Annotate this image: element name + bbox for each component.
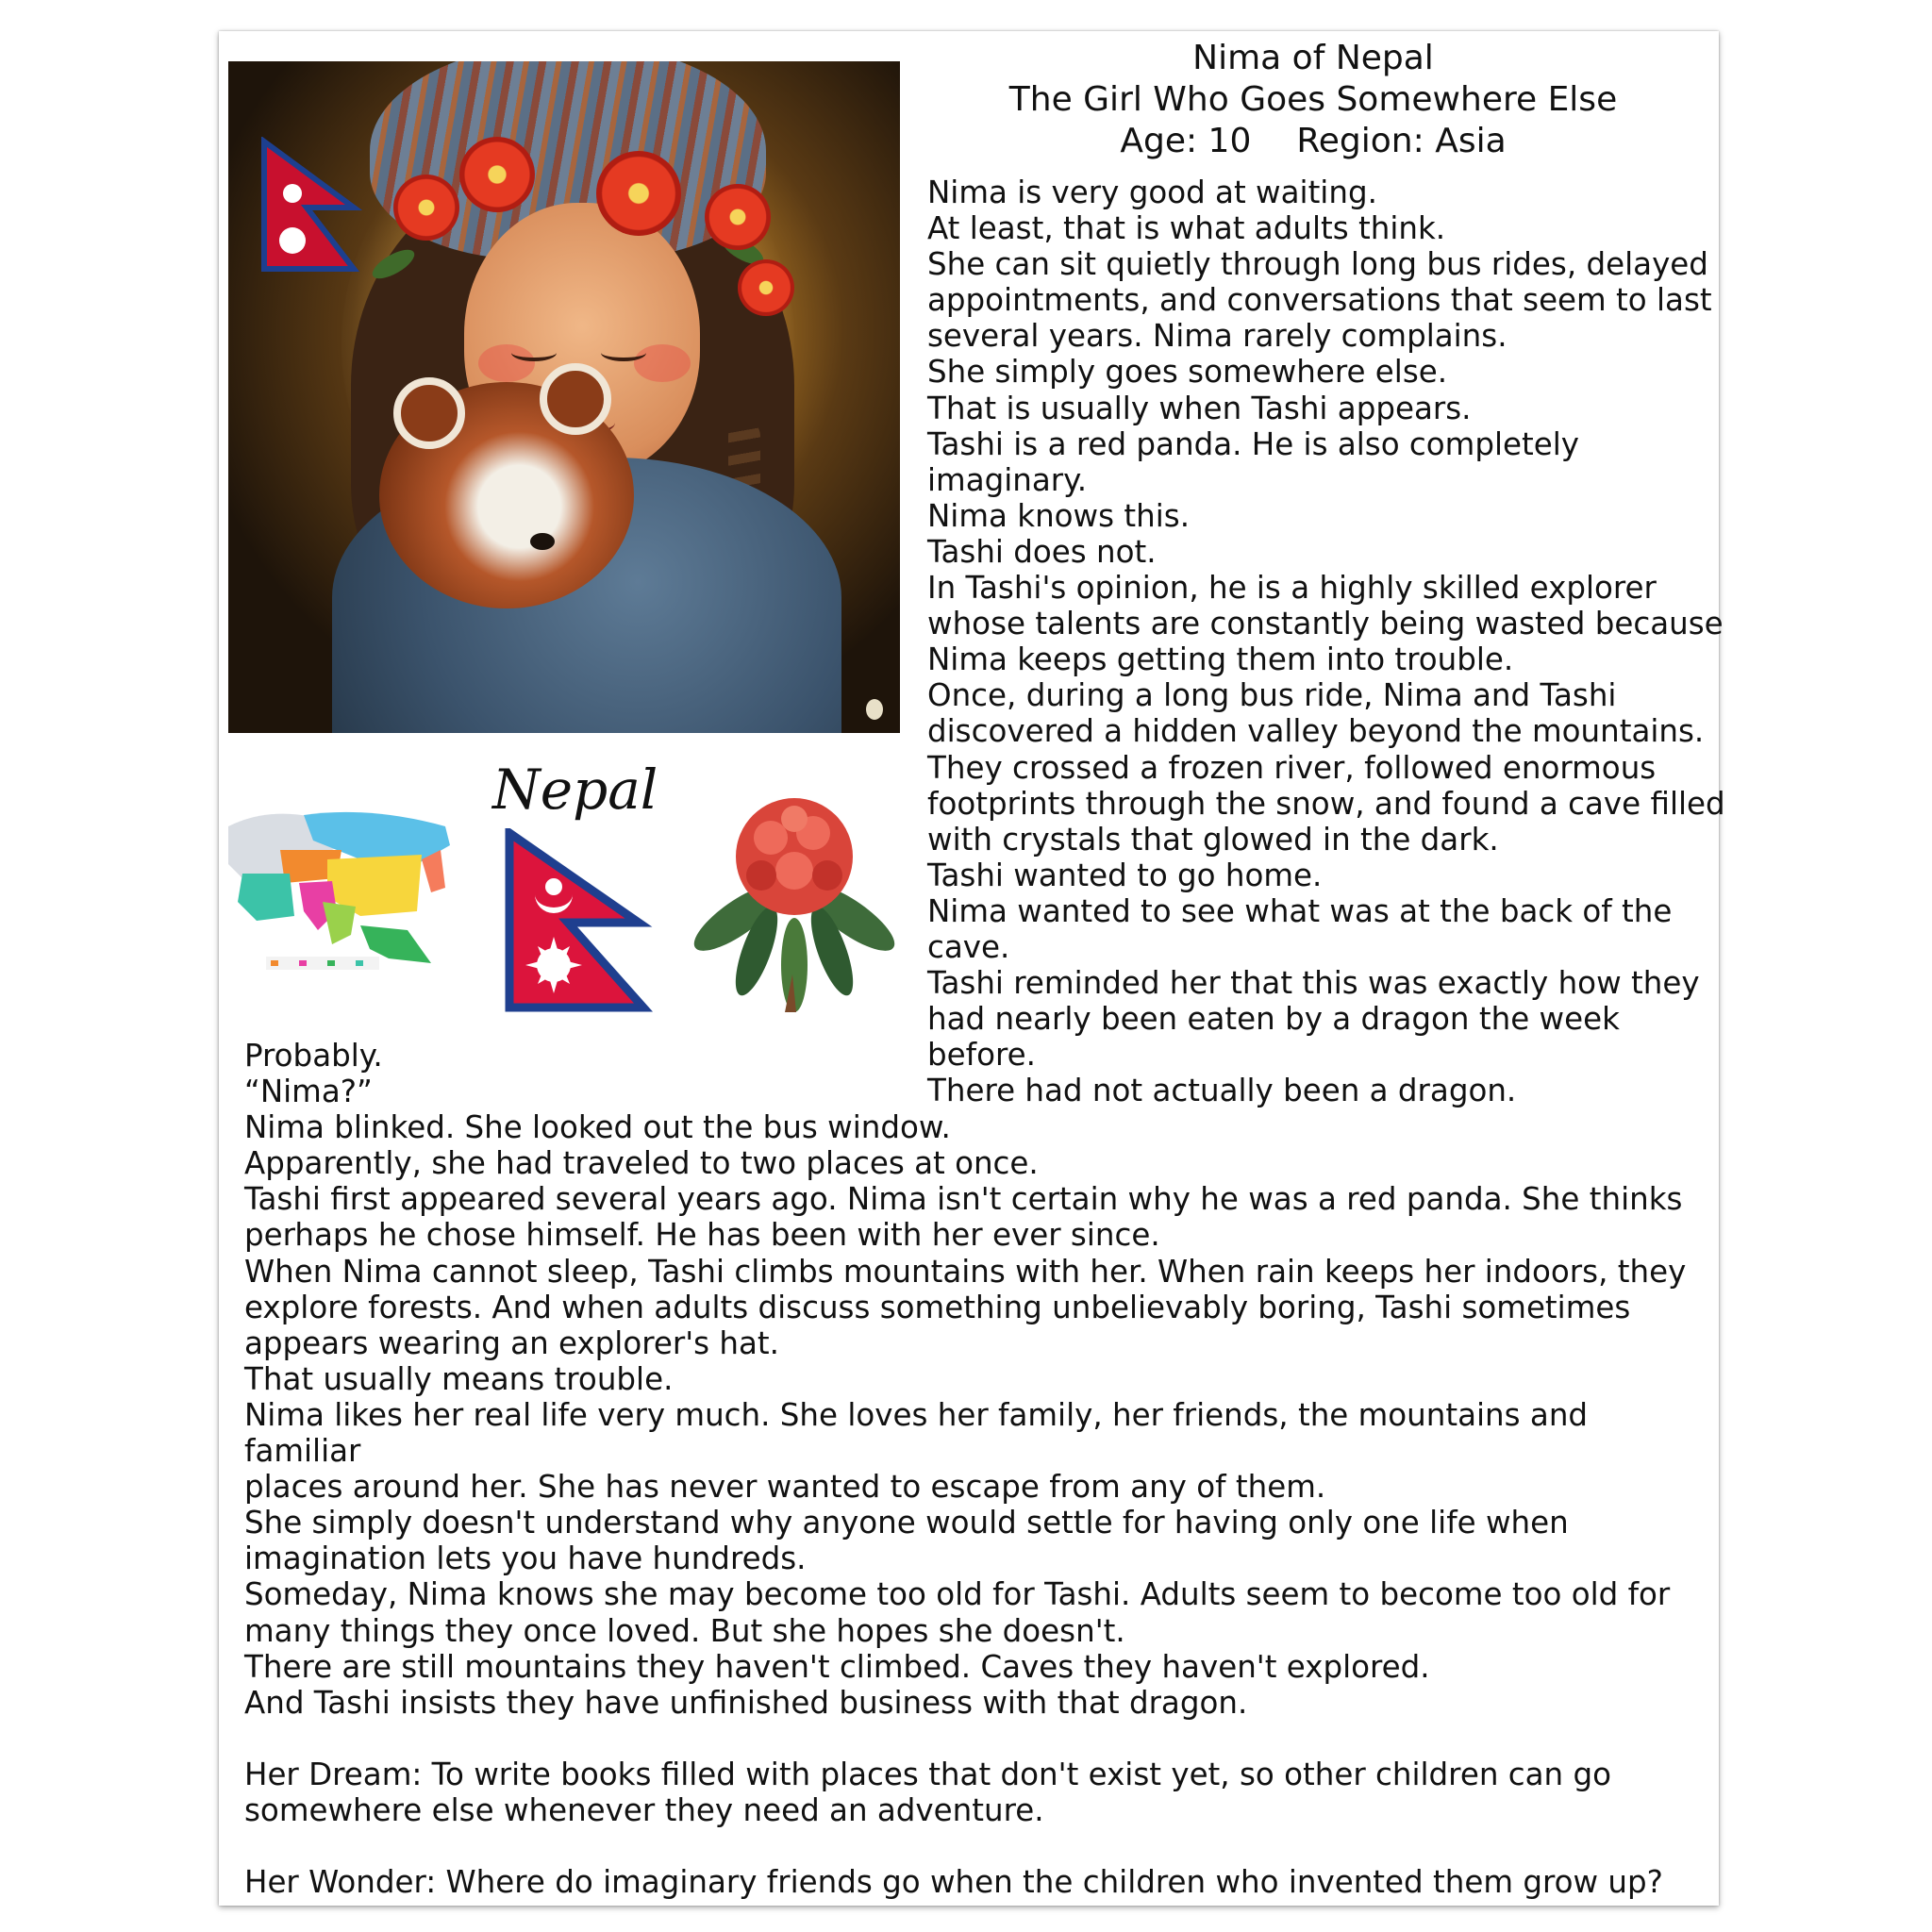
story-line: discovered a hidden valley beyond the mountains. [927, 713, 1705, 750]
story-line: She simply doesn't understand why anyone would settle for having only one life when [244, 1505, 1569, 1541]
story-line: Nima likes her real life very much. She loves her family, her friends, the mountains and familiar [244, 1396, 1598, 1470]
artist-mark-icon [866, 699, 883, 720]
story-line: several years. Nima rarely complains. [927, 318, 1507, 355]
story-line: appointments, and conversations that seem to last [927, 282, 1712, 319]
story-line: She simply goes somewhere else. [927, 354, 1448, 391]
story-line: Apparently, she had traveled to two places at once. [244, 1145, 1039, 1182]
story-line: That is usually when Tashi appears. [927, 390, 1472, 426]
story-line [244, 1828, 1702, 1864]
story-line: There had not actually been a dragon. [927, 1073, 1517, 1109]
story-line: many things they once loved. But she hopes she doesn't. [244, 1612, 1125, 1649]
hero-illustration [228, 61, 900, 733]
age-label: Age: 10 [1120, 122, 1252, 160]
story-line [244, 1721, 1702, 1757]
story-line: That usually means trouble. [244, 1360, 674, 1397]
story-line: Nima is very good at waiting. [927, 175, 1377, 210]
story-line: Someday, Nima knows she may become too old for Tashi. Adults seem to become too old for [244, 1576, 1671, 1613]
story-line: Nima wanted to see what was at the back of the [927, 892, 1673, 929]
age-region-line [908, 121, 1719, 162]
story-line: Nima blinked. She looked out the bus window. [244, 1109, 951, 1146]
story-line: Tashi first appeared several years ago. Nima isn't certain why he was a red panda. She thinks [244, 1181, 1683, 1218]
rhododendron-image [691, 786, 898, 1012]
story-line: Tashi reminded her that this was exactly how they [927, 965, 1700, 1002]
story-line: Probably. [244, 1038, 383, 1074]
story-line: At least, that is what adults think. [927, 210, 1446, 247]
header [908, 38, 1719, 162]
story-line: with crystals that glowed in the dark. [927, 821, 1499, 858]
region-label: Region: Asia [1296, 122, 1507, 160]
story-line: perhaps he chose himself. He has been with her ever since. [244, 1217, 1160, 1254]
story-line: There are still mountains they haven't climbed. Caves they haven't explored. [244, 1648, 1430, 1685]
page-sheet [219, 31, 1725, 1906]
story-line: whose talents are constantly being wasted because [927, 606, 1724, 642]
story-line: cave. [927, 928, 1010, 965]
story-line: And Tashi insists they have unfinished business with that dragon. [244, 1684, 1248, 1721]
story-line: Her Dream: To write books filled with places that don't exist yet, so other children can go [244, 1756, 1611, 1792]
story-line: Nima knows this. [927, 497, 1191, 534]
flag-caption: Nepal [492, 758, 658, 822]
story-line: Tashi does not. [927, 533, 1157, 570]
mini-flag-icon [255, 137, 368, 278]
story-line: explore forests. And when adults discuss something unbelievably boring, Tashi sometimes [244, 1289, 1631, 1325]
story-line: They crossed a frozen river, followed enormous [927, 749, 1657, 786]
page-subtitle: The Girl Who Goes Somewhere Else [1008, 80, 1618, 119]
story-line: Tashi is a red panda. He is also completely imaginary. [927, 425, 1590, 498]
story-line: had nearly been eaten by a dragon the week before. [927, 1001, 1630, 1074]
nepal-flag-image [502, 828, 653, 1017]
story-text-top [927, 175, 1729, 1108]
story-line: “Nima?” [244, 1074, 373, 1110]
asia-map-image [228, 808, 455, 977]
story-line: Once, during a long bus ride, Nima and Tashi [927, 677, 1617, 714]
story-line: In Tashi's opinion, he is a highly skilled explorer [927, 570, 1657, 607]
story-line: Nima keeps getting them into trouble. [927, 641, 1514, 678]
story-line: footprints through the snow, and found a cave filled [927, 785, 1725, 822]
story-line: She can sit quietly through long bus rides, delayed [927, 246, 1708, 283]
story-line: places around her. She has never wanted to escape from any of them. [244, 1469, 1326, 1506]
story-line: Her Wonder: Where do imaginary friends go when the children who invented them grow up? [244, 1864, 1663, 1901]
story-line: When Nima cannot sleep, Tashi climbs mountains with her. When rain keeps her indoors, they [244, 1253, 1687, 1290]
page-title: Nima of Nepal [1192, 39, 1434, 77]
story-line: somewhere else whenever they need an adventure. [244, 1791, 1044, 1828]
story-line: appears wearing an explorer's hat. [244, 1324, 779, 1361]
story-text-bottom [244, 1038, 1702, 1900]
story-line: Tashi wanted to go home. [927, 857, 1323, 893]
story-line: imagination lets you have hundreds. [244, 1541, 807, 1577]
